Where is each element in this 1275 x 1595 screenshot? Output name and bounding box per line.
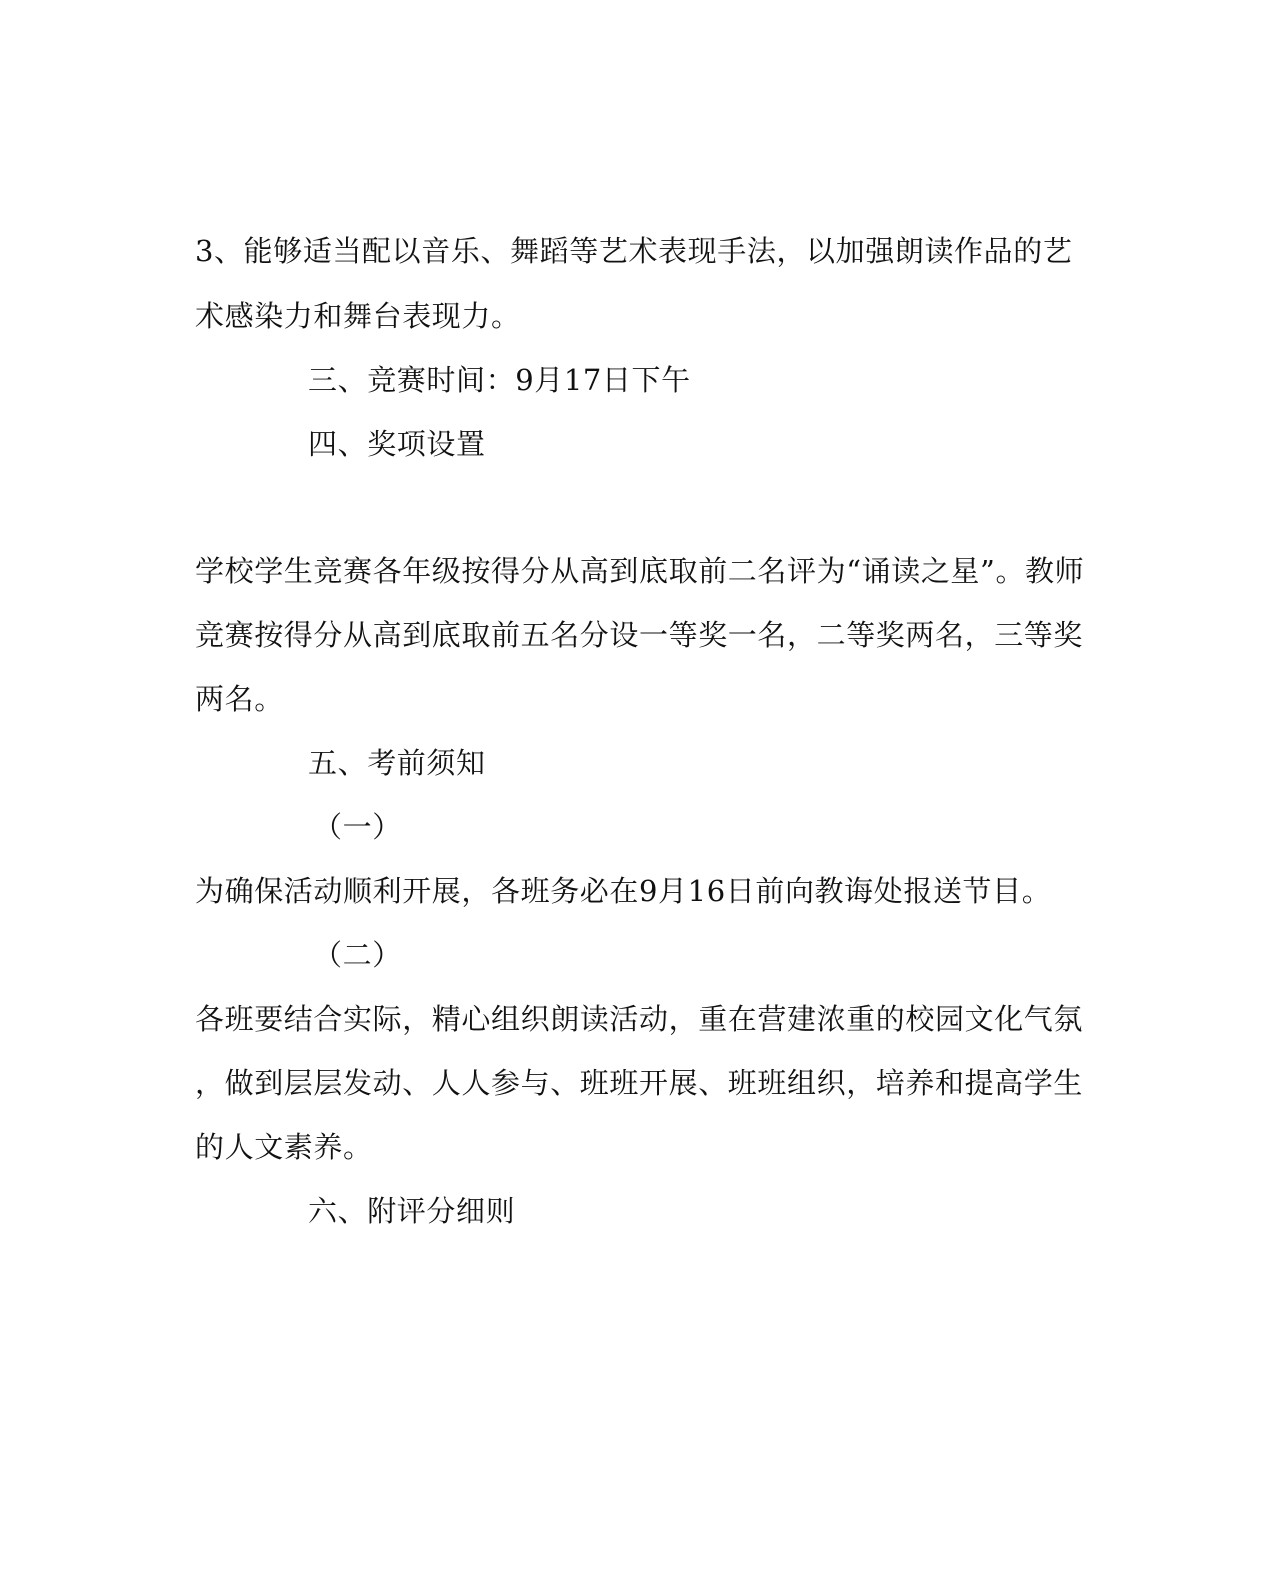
section-heading-competition-time: 三、竞赛时间：9月17日下午 (308, 363, 691, 397)
section-heading-notice: 五、考前须知 (308, 746, 486, 780)
paragraph-awards-line-1: 学校学生竞赛各年级按得分从高到底取前二名评为“诵读之星”。教师 (195, 554, 1085, 588)
paragraph-awards-line-3: 两名。 (195, 682, 284, 716)
subsection-heading-one: （一） (313, 810, 402, 844)
paragraph-organization-line-2: ，做到层层发动、人人参与、班班开展、班班组织，培养和提高学生 (195, 1066, 1084, 1100)
paragraph-organization-line-3: 的人文素养。 (195, 1130, 373, 1164)
section-heading-scoring-rules: 六、附评分细则 (308, 1194, 516, 1228)
paragraph-art-expression-line-2: 术感染力和舞台表现力。 (195, 299, 521, 333)
subsection-heading-two: （二） (313, 938, 402, 972)
paragraph-submission-deadline: 为确保活动顺利开展，各班务必在9月16日前向教诲处报送节目。 (195, 874, 1052, 908)
paragraph-organization-line-1: 各班要结合实际，精心组织朗读活动，重在营建浓重的校园文化气氛 (195, 1002, 1084, 1036)
paragraph-art-expression-line-1: 3、能够适当配以音乐、舞蹈等艺术表现手法，以加强朗读作品的艺 (195, 234, 1073, 268)
paragraph-awards-line-2: 竞赛按得分从高到底取前五名分设一等奖一名，二等奖两名，三等奖 (195, 618, 1084, 652)
section-heading-awards: 四、奖项设置 (308, 427, 486, 461)
